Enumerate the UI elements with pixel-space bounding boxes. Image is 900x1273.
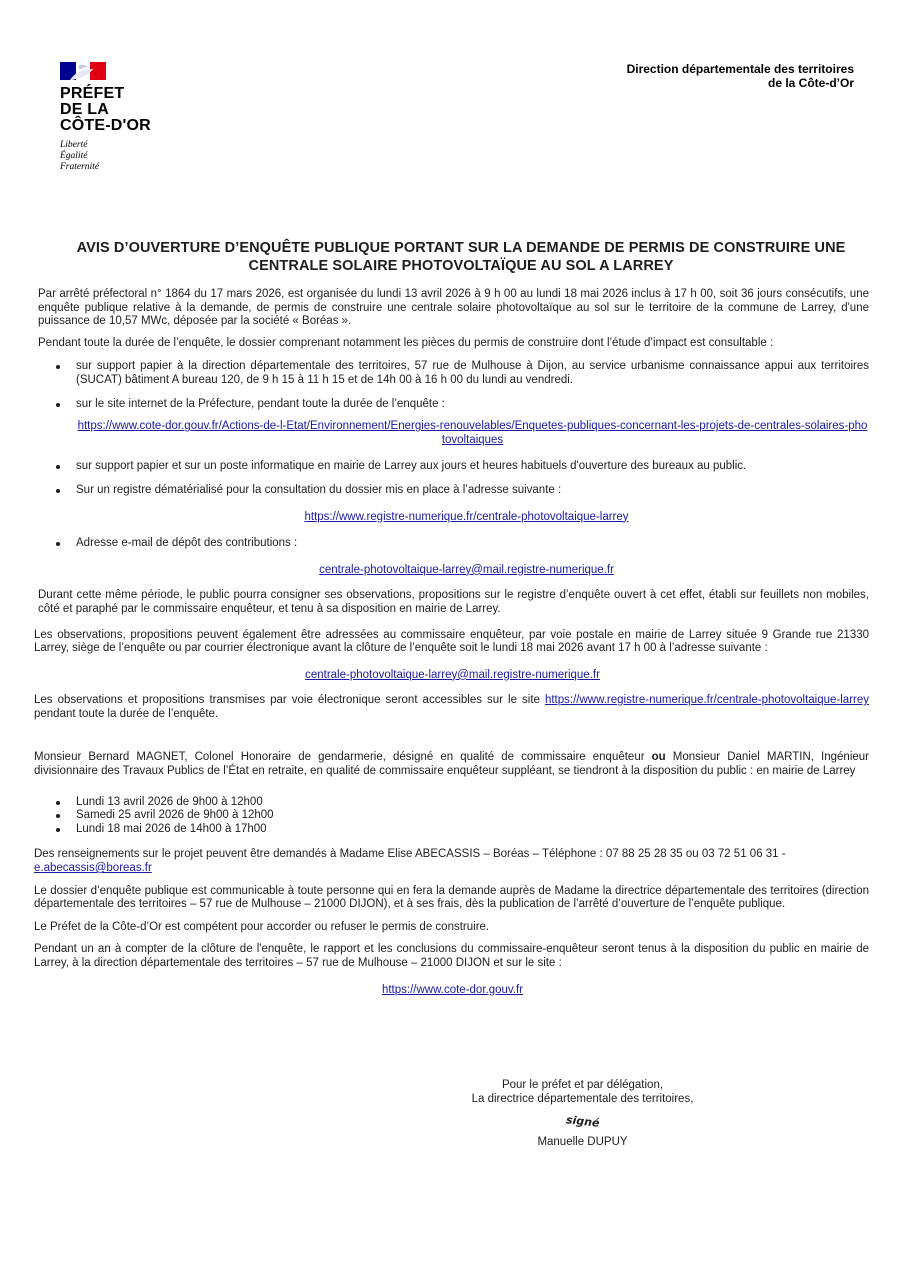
paragraph-text: pendant toute la durée de l’enquête. <box>34 707 219 720</box>
bullet-icon <box>36 360 76 387</box>
logo-line: DE LA <box>60 101 109 118</box>
signature-line-2: La directrice départementale des territoires, <box>471 1093 694 1105</box>
list-item <box>36 360 869 387</box>
paragraph-text: Des renseignements sur le projet peuvent être demandés à Madame Elise ABECASSIS – Boréas – Téléphone : 07 88 25 28 35 ou 03 72 51 06 31 - <box>34 848 786 861</box>
logo-line: PRÉFET <box>60 85 125 102</box>
bullet-icon <box>36 484 76 498</box>
paragraph-text-bold: ou <box>651 751 666 764</box>
republic-motto <box>60 140 180 173</box>
paragraph-decree: Par arrêté préfectoral n° 1864 du 17 mars 2026, est organisée du lundi 13 avril 2026 à 9 h 00 au lundi 18 mai 2026 inclus à 17 h 00, soit 36 jours consécutifs, une enquête publique relative à la demande, de permis de construire une centrale solaire photovoltaïque au sol sur le territoire de la commune de Larrey, d'une puissance de 10,57 MWc, déposée par la société « Boréas ». <box>38 288 869 328</box>
schedule-list <box>36 796 869 837</box>
list-item <box>36 809 869 823</box>
list-item-text: sur support papier à la direction départementale des territoires, 57 rue de Mulhouse à Dijon, au service urbanisme connaissance appui aux territoires (SUCAT) bâtiment A bureau 120, de 9 h 15 à 11 h 15 et de 14h 00 à 16 h 00 du lundi au vendredi. <box>76 360 869 386</box>
observations-email-link[interactable]: centrale-photovoltaique-larrey@mail.registre-numerique.fr <box>305 668 600 681</box>
paragraph-observations: Les observations, propositions peuvent également être adressées au commissaire enquêteur, par voie postale en mairie de Larrey située 9 Grande rue 21330 Larrey, siège de l’enquête ou par courrier électronique avant la clôture de l’enquête soit le lundi 18 mai 2026 avant 17 h 00 à l’adresse suivante : <box>34 628 869 655</box>
prefecture-logo <box>60 62 180 173</box>
list-item-text: Sur un registre dématérialisé pour la consultation du dossier mis en place à l’adresse suivante : <box>76 483 562 496</box>
notice-body <box>36 288 869 997</box>
signatory-name: Manuelle DUPUY <box>537 1136 628 1148</box>
list-item-text: Adresse e-mail de dépôt des contributions : <box>76 537 298 550</box>
contact-email-link[interactable]: e.abecassis@boreas.fr <box>34 862 152 875</box>
schedule-date: Lundi 13 avril 2026 de 9h00 à 12h00 <box>76 795 263 808</box>
marianne-flag-icon <box>60 62 106 80</box>
bullet-icon <box>36 537 76 551</box>
list-item <box>36 484 869 498</box>
schedule-date: Samedi 25 avril 2026 de 9h00 à 12h00 <box>76 809 274 822</box>
list-item <box>36 460 869 474</box>
prefecture-name <box>60 86 180 134</box>
paragraph-competence: Le Préfet de la Côte-d’Or est compétent pour accorder ou refuser le permis de construire. <box>34 920 490 933</box>
schedule-date: Lundi 18 mai 2026 de 14h00 à 17h00 <box>76 822 267 835</box>
bullet-icon <box>36 398 76 412</box>
list-item <box>36 823 869 837</box>
list-item-text: sur le site internet de la Préfecture, pendant toute la durée de l’enquête : <box>76 397 445 410</box>
list-item <box>36 398 869 412</box>
paragraph-text: Monsieur Daniel MARTIN, Ingénieur divisionnaire des Travaux Publics de l’État en retraite, en qualité de commissaire enquêteur suppléant, se tiendront à la disposition du public : en mairie de Larrey <box>34 751 870 778</box>
paragraph-report: Pendant un an à compter de la clôture de l'enquête, le rapport et les conclusions du commissaire-enquêteur seront tenus à la disposition du public en mairie de Larrey, à la direction départementale des territoires – 57 rue de Mulhouse – 21000 DIJON et sur le site : <box>34 943 869 969</box>
motto-line: Liberté <box>60 140 88 150</box>
paragraph-contact <box>34 848 869 875</box>
paragraph-consultation: Pendant toute la durée de l’enquête, le dossier comprenant notamment les pièces du permis de construire dont l’étude d’impact est consultable : <box>38 336 774 349</box>
list-item <box>36 796 869 810</box>
paragraph-commissioner <box>34 751 869 778</box>
registry-link[interactable]: https://www.registre-numerique.fr/centrale-photovoltaique-larrey <box>304 510 629 523</box>
signature-block <box>450 1078 715 1149</box>
contribution-email-link[interactable]: centrale-photovoltaique-larrey@mail.registre-numerique.fr <box>319 563 614 576</box>
paragraph-text: Les observations et propositions transmises par voie électronique seront accessibles sur le site <box>34 694 545 707</box>
signed-mark: signé <box>565 1113 600 1130</box>
notice-title: AVIS D’OUVERTURE D’ENQUÊTE PUBLIQUE PORTANT SUR LA DEMANDE DE PERMIS DE CONSTRUIRE UNE CENTRALE SOLAIRE PHOTOVOLTAÏQUE AU SOL A LARREY <box>76 240 846 274</box>
bullet-icon <box>36 460 76 474</box>
prefecture-link[interactable]: https://www.cote-dor.gouv.fr/Actions-de-l-Etat/Environnement/Energies-renouvelables/Enquetes-publiques-concernant-les-projets-de-centrales-solaires-photovoltaiques <box>77 420 868 446</box>
motto-line: Fraternité <box>60 162 100 172</box>
list-item <box>36 537 869 551</box>
prefecture-site-link[interactable]: https://www.cote-dor.gouv.fr <box>381 983 524 996</box>
paragraph-electronic <box>34 694 869 721</box>
bullet-icon <box>36 823 76 837</box>
bullet-icon <box>36 796 76 810</box>
motto-line: Égalité <box>60 151 88 161</box>
paragraph-text: Monsieur Bernard MAGNET, Colonel Honoraire de gendarmerie, désigné en qualité de commissaire enquêteur <box>34 751 652 764</box>
paragraph-dossier: Le dossier d’enquête publique est communicable à toute personne qui en fera la demande auprès de Madame la directrice départementale des territoires (direction départementale des territoires – 57 rue de Mulhouse – 21000 DIJON), et à ses frais, dès la publication de l’arrêté d’ouverture de l’enquête publique. <box>34 884 869 911</box>
bullet-icon <box>36 809 76 823</box>
logo-line: CÔTE-D'OR <box>60 117 151 134</box>
registry-site-link[interactable]: https://www.registre-numerique.fr/centrale-photovoltaique-larrey <box>544 694 869 707</box>
signature-line-1: Pour le préfet et par délégation, <box>501 1079 664 1091</box>
paragraph-register: Durant cette même période, le public pourra consigner ses observations, propositions sur le registre d’enquête ouvert à cet effet, établi sur feuillets non mobiles, côté et paraphé par le commissaire enquêteur, et tenu à sa disposition en mairie de Larrey. <box>38 589 869 615</box>
dept-line-1: Direction départementale des territoires <box>626 62 854 76</box>
dept-line-2: de la Côte-d’Or <box>767 76 854 90</box>
department-header <box>627 62 854 90</box>
list-item-text: sur support papier et sur un poste informatique en mairie de Larrey aux jours et heures habituels d'ouverture des bureaux au public. <box>76 460 747 473</box>
